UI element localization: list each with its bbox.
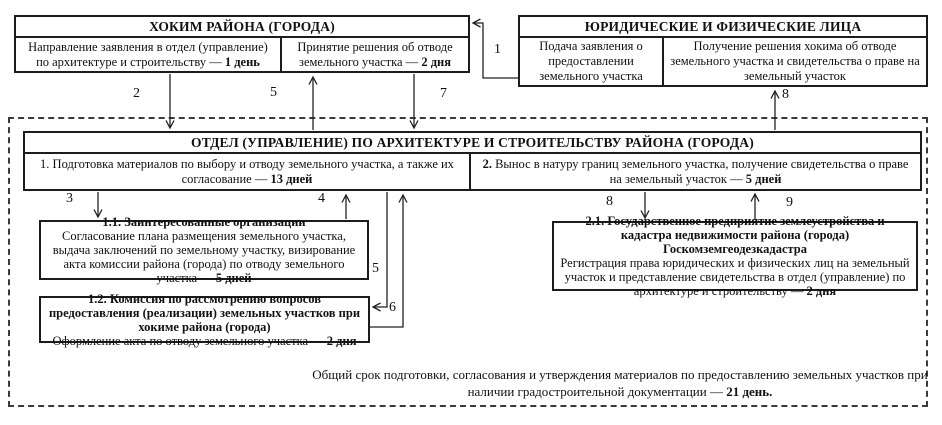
department-header (23, 131, 922, 154)
legal-cell2-text: Получение решения хокима об отводе земельного участка и свидетельства о праве на земельный участок (670, 39, 920, 83)
flow-label-2: 2 (133, 86, 140, 101)
box12-body: Оформление акта по отводу земельного участка — 2 дня (52, 333, 357, 348)
department-cell-boundaries (469, 154, 920, 189)
box12-title: 1.2. Комиссия по рассмотрению вопросов предоставления (реализации) земельных участков при хокиме района (города) (48, 291, 361, 334)
box21-title: 2.1. Государственное предприятие землеустройства и кадастра недвижимости района (города) Госкомземгеодезкадастра (585, 214, 885, 256)
department-row2-text: 2. Вынос в натуру границ земельного участка, получение свидетельства о праве на земельный участок — 5 дней (482, 156, 909, 186)
khokim-title: ХОКИМ РАЙОНА (ГОРОДА) (149, 18, 335, 34)
flow-label-8-top: 8 (782, 87, 789, 102)
flow-label-1: 1 (494, 42, 501, 57)
flow-label-8-inner: 8 (606, 194, 613, 209)
total-term-note: Общий срок подготовки, согласования и утверждения материалов по предоставлению земельных участков при наличии градостроительной документации — 21 день. (312, 367, 928, 399)
box-interested-organizations (39, 215, 369, 285)
khokim-cell1-text: Направление заявления в отдел (управление) по архитектуре и строительству — 1 день (28, 39, 268, 69)
flow-label-5-top: 5 (270, 85, 277, 100)
department-cell-preparation (25, 154, 469, 189)
flow-label-6: 6 (389, 300, 396, 315)
legal-entities-title: ЮРИДИЧЕСКИЕ И ФИЗИЧЕСКИЕ ЛИЦА (584, 18, 862, 34)
department-title: ОТДЕЛ (УПРАВЛЕНИЕ) ПО АРХИТЕКТУРЕ И СТРОИТЕЛЬСТВУ РАЙОНА (ГОРОДА) (191, 134, 754, 150)
department-row (23, 154, 922, 191)
flow-label-5-inner: 5 (372, 261, 379, 276)
department-row1-text: 1. Подготовка материалов по выбору и отводу земельного участка, а также их согласование — 13 дней (40, 156, 454, 186)
legal-entities-row (518, 38, 928, 87)
legal-cell-receipt (662, 38, 926, 85)
khokim-header (14, 15, 470, 38)
flow-label-7: 7 (440, 86, 447, 101)
flow-label-9: 9 (786, 195, 793, 210)
khokim-row (14, 38, 470, 73)
box-cadastre-enterprise (552, 214, 918, 298)
legal-cell-submission (520, 38, 662, 85)
legal-entities-header (518, 15, 928, 38)
flow-label-4: 4 (318, 191, 325, 206)
flow-label-3: 3 (66, 191, 73, 206)
box21-body: Регистрация права юридических и физических лиц на земельный участок и представление свидетельства в отдел (управление) по архитектуре и строительству — 2 дня (560, 256, 910, 298)
box-commission (39, 291, 370, 348)
khokim-cell-decision (280, 38, 468, 71)
box11-body: Согласование плана размещения земельного участка, выдача заключений по земельному участку, визирование акта комиссии района (города) по отводу земельного участка — 5 дней (52, 229, 356, 285)
khokim-cell-application (16, 38, 280, 71)
legal-cell1-text: Подача заявления о предоставлении земельного участка (539, 39, 643, 83)
khokim-cell2-text: Принятие решения об отводе земельного участка — 2 дня (297, 39, 453, 69)
box11-title: 1.1. Заинтересованные организации (102, 215, 306, 229)
